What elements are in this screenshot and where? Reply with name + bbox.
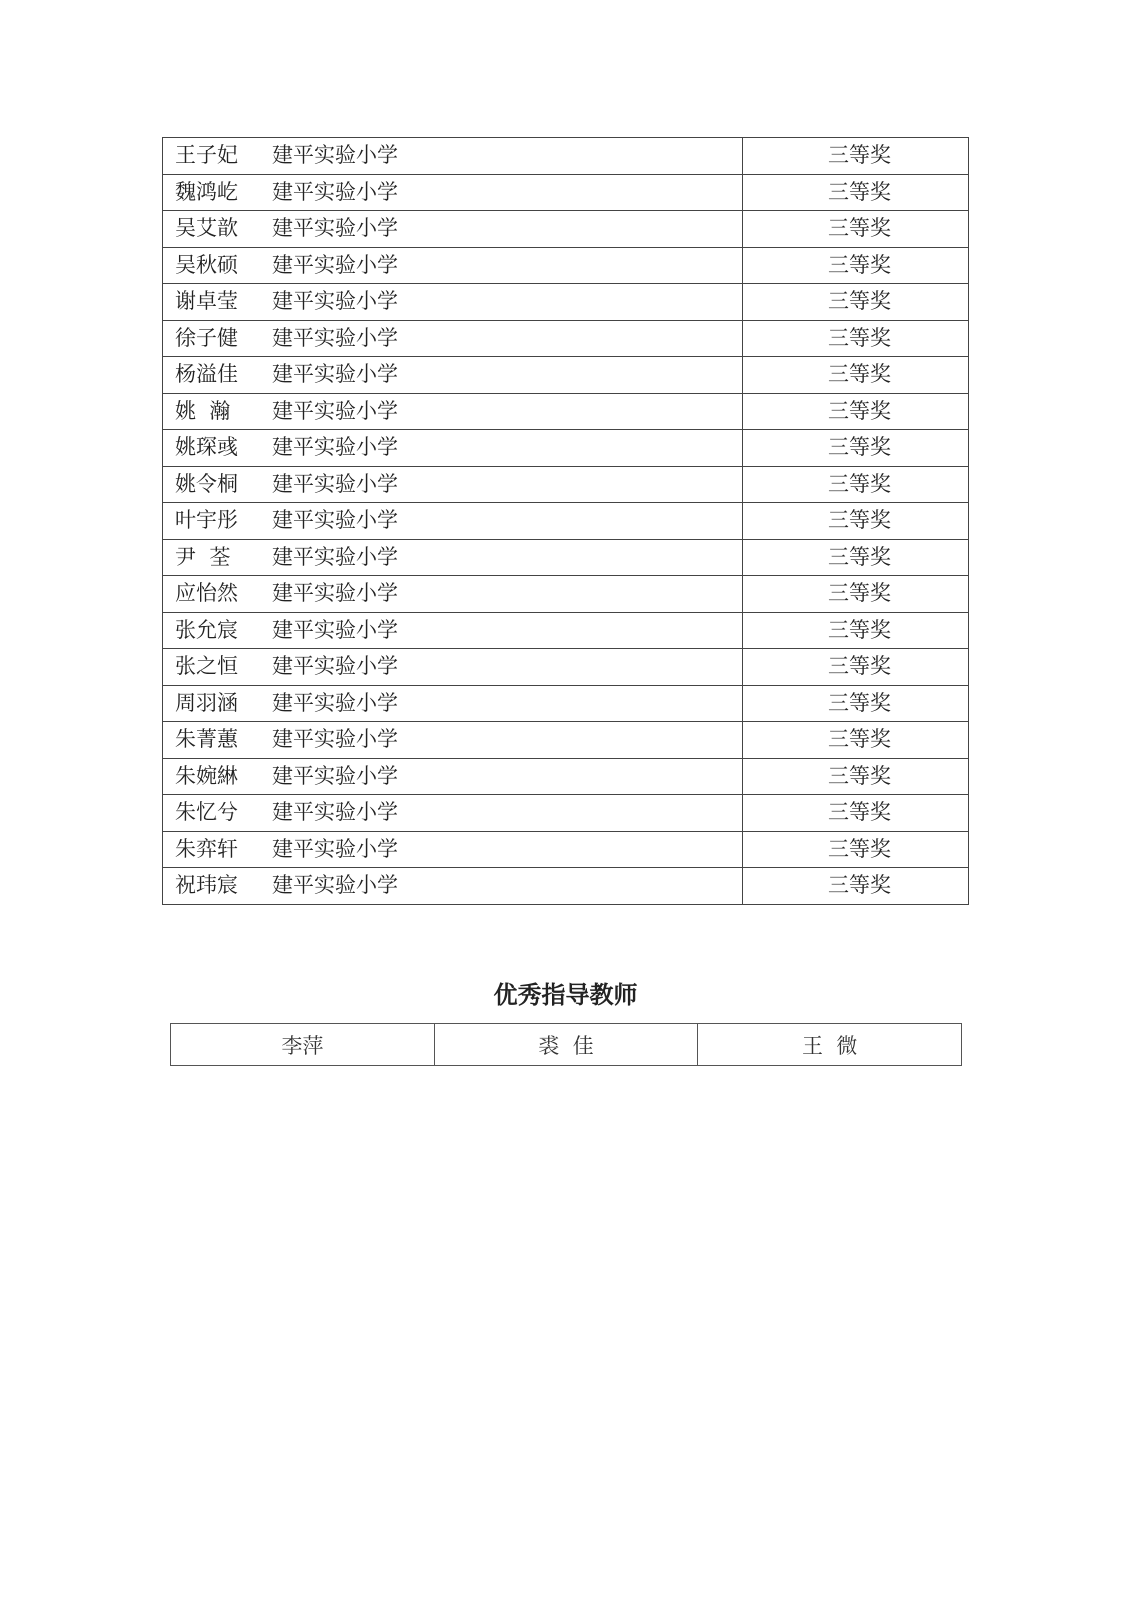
award-level: 三等奖 xyxy=(743,138,969,175)
award-level: 三等奖 xyxy=(743,357,969,394)
student-cell xyxy=(163,138,743,175)
teacher-name: 裘 佳 xyxy=(434,1024,698,1066)
table-row xyxy=(171,1024,962,1066)
student-cell xyxy=(163,649,743,686)
student-name: 姚令桐 xyxy=(175,471,238,496)
table-row xyxy=(163,831,969,868)
school-name: 建平实验小学 xyxy=(272,362,398,387)
school-name: 建平实验小学 xyxy=(272,398,398,423)
student-cell xyxy=(163,320,743,357)
student-name: 朱婉綝 xyxy=(175,763,238,788)
table-row xyxy=(163,211,969,248)
school-name: 建平实验小学 xyxy=(272,143,398,168)
student-name: 祝玮宸 xyxy=(175,873,238,898)
school-name: 建平实验小学 xyxy=(272,216,398,241)
student-cell xyxy=(163,868,743,905)
table-row xyxy=(163,247,969,284)
student-name: 姚 瀚 xyxy=(175,398,231,423)
award-level: 三等奖 xyxy=(743,174,969,211)
student-name: 吴秋硕 xyxy=(175,252,238,277)
awards-table xyxy=(162,137,969,905)
student-cell xyxy=(163,466,743,503)
school-name: 建平实验小学 xyxy=(272,179,398,204)
student-cell xyxy=(163,393,743,430)
student-cell xyxy=(163,612,743,649)
student-cell xyxy=(163,831,743,868)
table-row xyxy=(163,868,969,905)
table-row xyxy=(163,576,969,613)
award-level: 三等奖 xyxy=(743,795,969,832)
school-name: 建平实验小学 xyxy=(272,471,398,496)
school-name: 建平实验小学 xyxy=(272,873,398,898)
table-row xyxy=(163,174,969,211)
student-cell xyxy=(163,247,743,284)
table-row xyxy=(163,722,969,759)
student-cell xyxy=(163,576,743,613)
award-level: 三等奖 xyxy=(743,539,969,576)
award-level: 三等奖 xyxy=(743,284,969,321)
school-name: 建平实验小学 xyxy=(272,654,398,679)
award-level: 三等奖 xyxy=(743,831,969,868)
teachers-table xyxy=(170,1023,962,1066)
awards-table-body xyxy=(163,138,969,905)
student-cell xyxy=(163,685,743,722)
table-row xyxy=(163,685,969,722)
student-name: 朱弈轩 xyxy=(175,836,238,861)
student-name: 周羽涵 xyxy=(175,690,238,715)
table-row xyxy=(163,138,969,175)
table-row xyxy=(163,649,969,686)
student-name: 魏鸿屹 xyxy=(175,179,238,204)
student-name: 徐子健 xyxy=(175,325,238,350)
award-level: 三等奖 xyxy=(743,211,969,248)
student-cell xyxy=(163,430,743,467)
table-row xyxy=(163,357,969,394)
award-level: 三等奖 xyxy=(743,503,969,540)
award-level: 三等奖 xyxy=(743,649,969,686)
school-name: 建平实验小学 xyxy=(272,690,398,715)
table-row xyxy=(163,393,969,430)
school-name: 建平实验小学 xyxy=(272,800,398,825)
school-name: 建平实验小学 xyxy=(272,581,398,606)
student-cell xyxy=(163,795,743,832)
student-name: 尹 荃 xyxy=(175,544,231,569)
student-cell xyxy=(163,174,743,211)
school-name: 建平实验小学 xyxy=(272,763,398,788)
student-name: 应怡然 xyxy=(175,581,238,606)
school-name: 建平实验小学 xyxy=(272,325,398,350)
table-row xyxy=(163,503,969,540)
student-name: 朱忆兮 xyxy=(175,800,238,825)
table-row xyxy=(163,612,969,649)
student-name: 张允宸 xyxy=(175,617,238,642)
award-level: 三等奖 xyxy=(743,576,969,613)
table-row xyxy=(163,284,969,321)
table-row xyxy=(163,795,969,832)
award-level: 三等奖 xyxy=(743,722,969,759)
teacher-name: 李萍 xyxy=(171,1024,435,1066)
student-cell xyxy=(163,284,743,321)
award-level: 三等奖 xyxy=(743,393,969,430)
school-name: 建平实验小学 xyxy=(272,252,398,277)
award-level: 三等奖 xyxy=(743,430,969,467)
student-name: 谢卓莹 xyxy=(175,289,238,314)
student-name: 朱菁蕙 xyxy=(175,727,238,752)
school-name: 建平实验小学 xyxy=(272,544,398,569)
student-name: 王子妃 xyxy=(175,143,238,168)
teacher-name: 王 微 xyxy=(698,1024,962,1066)
student-name: 张之恒 xyxy=(175,654,238,679)
school-name: 建平实验小学 xyxy=(272,508,398,533)
award-level: 三等奖 xyxy=(743,612,969,649)
student-name: 叶宇彤 xyxy=(175,508,238,533)
award-level: 三等奖 xyxy=(743,868,969,905)
student-cell xyxy=(163,758,743,795)
school-name: 建平实验小学 xyxy=(272,289,398,314)
award-level: 三等奖 xyxy=(743,758,969,795)
table-row xyxy=(163,539,969,576)
school-name: 建平实验小学 xyxy=(272,617,398,642)
table-row xyxy=(163,758,969,795)
school-name: 建平实验小学 xyxy=(272,727,398,752)
student-name: 吴艾歆 xyxy=(175,216,238,241)
award-level: 三等奖 xyxy=(743,247,969,284)
school-name: 建平实验小学 xyxy=(272,836,398,861)
student-cell xyxy=(163,357,743,394)
student-cell xyxy=(163,722,743,759)
table-row xyxy=(163,430,969,467)
student-cell xyxy=(163,539,743,576)
school-name: 建平实验小学 xyxy=(272,435,398,460)
section-title: 优秀指导教师 xyxy=(493,981,638,1009)
student-cell xyxy=(163,211,743,248)
award-level: 三等奖 xyxy=(743,320,969,357)
table-row xyxy=(163,320,969,357)
table-row xyxy=(163,466,969,503)
award-level: 三等奖 xyxy=(743,685,969,722)
student-name: 姚琛彧 xyxy=(175,435,238,460)
student-name: 杨溢佳 xyxy=(175,362,238,387)
award-level: 三等奖 xyxy=(743,466,969,503)
student-cell xyxy=(163,503,743,540)
